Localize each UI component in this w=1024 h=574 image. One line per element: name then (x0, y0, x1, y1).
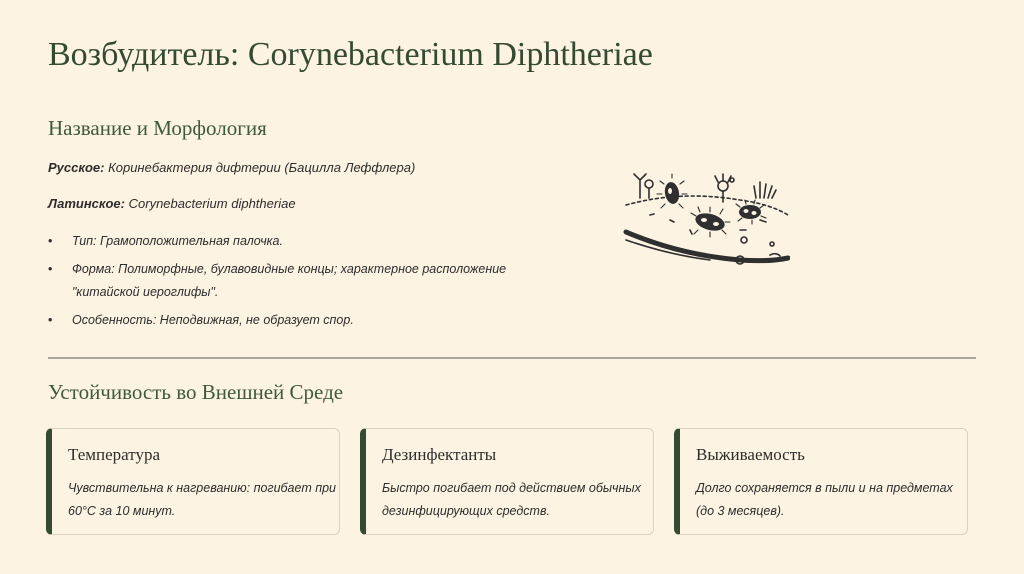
resistance-heading: Устойчивость во Внешней Среде (48, 380, 344, 404)
latin-name-line (48, 196, 296, 211)
card-survival (674, 428, 968, 535)
bullet-dot-icon: • (48, 262, 53, 276)
bullet-dot-icon: • (48, 313, 53, 327)
card-text: Чувствительна к нагреванию: погибает при 60°C за 10 минут. (68, 481, 336, 518)
bullet-text: Особенность: Неподвижная, не образует спор. (72, 313, 354, 327)
bullet-form (48, 258, 568, 304)
card-temperature (46, 428, 340, 535)
page-title: Возбудитель: Corynebacterium Diphtheriae (48, 36, 653, 73)
russian-name-value: Коринебактерия дифтерии (Бацилла Леффлера) (108, 160, 416, 175)
card-disinfectants (360, 428, 654, 535)
bullet-dot-icon: • (48, 234, 53, 248)
russian-name-label: Русское: (48, 160, 105, 175)
russian-name-line (48, 160, 415, 175)
card-text: Быстро погибает под действием обычных дезинфицирующих средств. (382, 481, 641, 518)
card-title: Выживаемость (696, 445, 805, 464)
bullet-feature (48, 309, 568, 332)
card-text: Долго сохраняется в пыли и на предметах (до 3 месяцев). (696, 481, 953, 518)
morphology-heading: Название и Морфология (48, 116, 267, 140)
card-title: Дезинфектанты (382, 445, 497, 464)
bullet-type (48, 230, 568, 253)
card-title: Температура (68, 445, 161, 464)
section-divider (48, 357, 976, 359)
bullet-text: Тип: Грамоположительная палочка. (72, 234, 283, 248)
bacteria-illustration-icon (620, 160, 790, 270)
latin-name-value: Corynebacterium diphtheriae (128, 196, 296, 211)
morphology-bullets (48, 230, 568, 337)
bullet-text: Форма: Полиморфные, булавовидные концы; характерное расположение "китайской иероглифы". (72, 262, 507, 299)
latin-name-label: Латинское: (48, 196, 125, 211)
